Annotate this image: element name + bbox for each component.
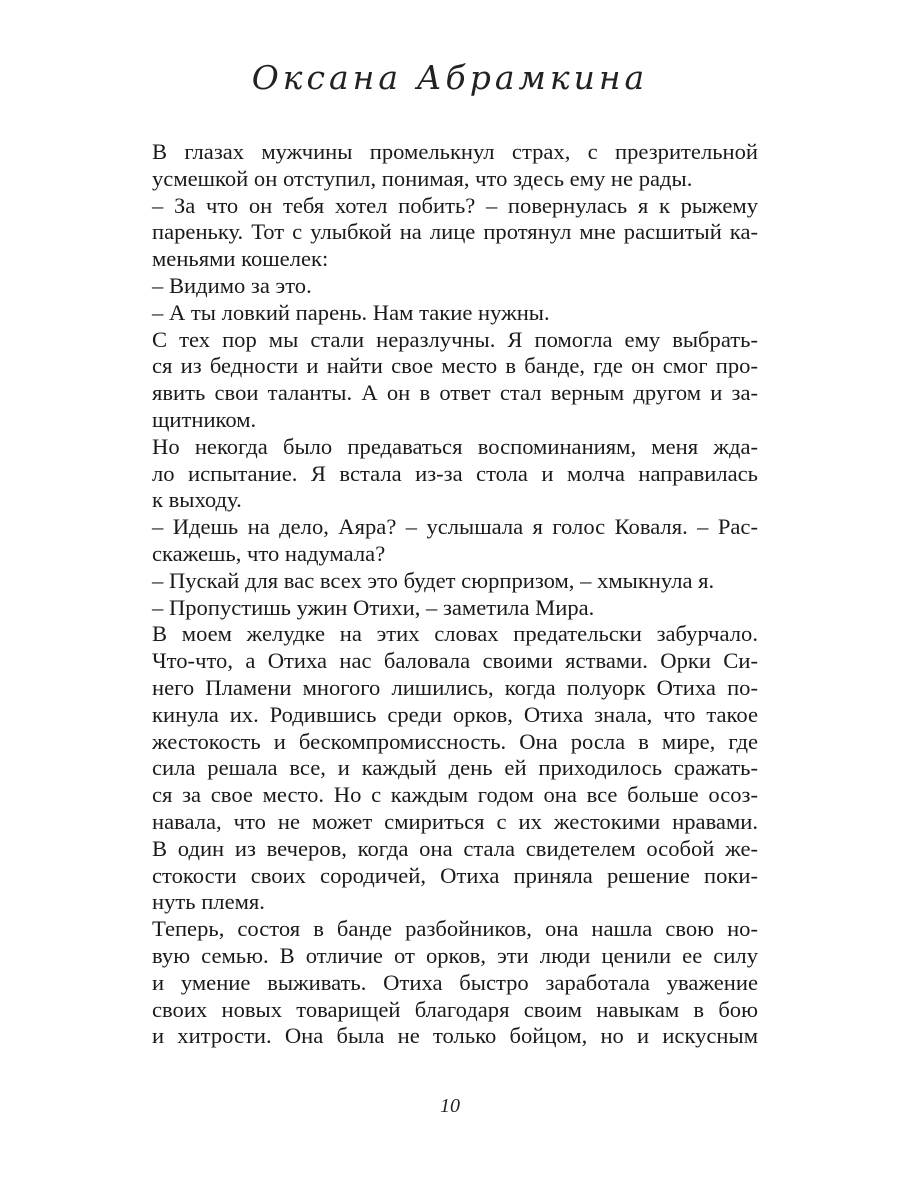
text-line: своих новых товарищей благодаря своим навыкам в бою [152,996,758,1022]
text-line: В глазах мужчины промелькнул страх, с презрительной [152,139,758,164]
text-line: нуть племя. [152,889,265,915]
text-line: усмешкой он отступил, понимая, что здесь ему не рады. [152,165,693,191]
text-line: ся за свое место. Но с каждым годом она все больше осоз- [152,782,758,808]
page-number: 10 [440,1095,460,1117]
text-line: явить свои таланты. А он в ответ стал верным другом и за- [152,380,758,406]
text-line: В один из вечеров, когда она стала свидетелем особой же- [152,835,758,861]
text-line: него Пламени многого лишились, когда полуорк Отиха по- [152,674,758,700]
text-line: – Пропустишь ужин Отихи, – заметила Мира. [152,594,595,620]
text-line: жестокость и бескомпромиссность. Она росла в мире, где [152,728,758,754]
text-line: ло испытание. Я встала из-за стола и молча направилась [152,460,758,486]
text-line: ся из бедности и найти свое место в банде, где он смог про- [152,353,758,379]
text-line: С тех пор мы стали неразлучны. Я помогла ему выбрать- [152,326,758,352]
text-line: к выходу. [152,487,242,513]
text-line: Что-что, а Отиха нас баловала своими яствами. Орки Си- [152,648,758,674]
text-line: вую семью. В отличие от орков, эти люди ценили ее силу [152,942,758,968]
text-line: и умение выживать. Отиха быстро заработала уважение [152,969,758,995]
text-line: Теперь, состоя в банде разбойников, она нашла свою но- [152,916,758,942]
text-line: – Пускай для вас всех это будет сюрпризом, – хмыкнула я. [152,567,715,593]
text-line: меньями кошелек: [152,246,329,272]
text-line: – А ты ловкий парень. Нам такие нужны. [152,299,550,325]
text-line: сила решала все, и каждый день ей приходилось сражать- [152,755,758,781]
text-line: навала, что не может смириться с их жестокими нравами. [152,808,758,834]
text-line: скажешь, что надумала? [152,540,386,566]
text-line: стокости своих сородичей, Отиха приняла решение поки- [152,862,758,888]
running-header-author: Оксана Абрамкина [251,58,649,97]
text-line: – Видимо за это. [152,272,312,298]
text-line: В моем желудке на этих словах предательски забурчало. [152,621,758,647]
text-line: пареньку. Тот с улыбкой на лице протянул мне расшитый ка- [152,219,758,245]
text-line: и хитрости. Она была не только бойцом, но и искусным [152,1023,758,1049]
text-line: щитником. [152,406,257,432]
text-line: – Идешь на дело, Аяра? – услышала я голос Коваля. – Рас- [152,514,758,540]
body-text [152,139,758,1050]
text-line: кинула их. Родившись среди орков, Отиха знала, что такое [152,701,758,727]
text-line: Но некогда было предаваться воспоминаниям, меня ждa- [152,433,758,459]
text-line: – За что он тебя хотел побить? – повернулась я к рыжему [152,192,758,218]
